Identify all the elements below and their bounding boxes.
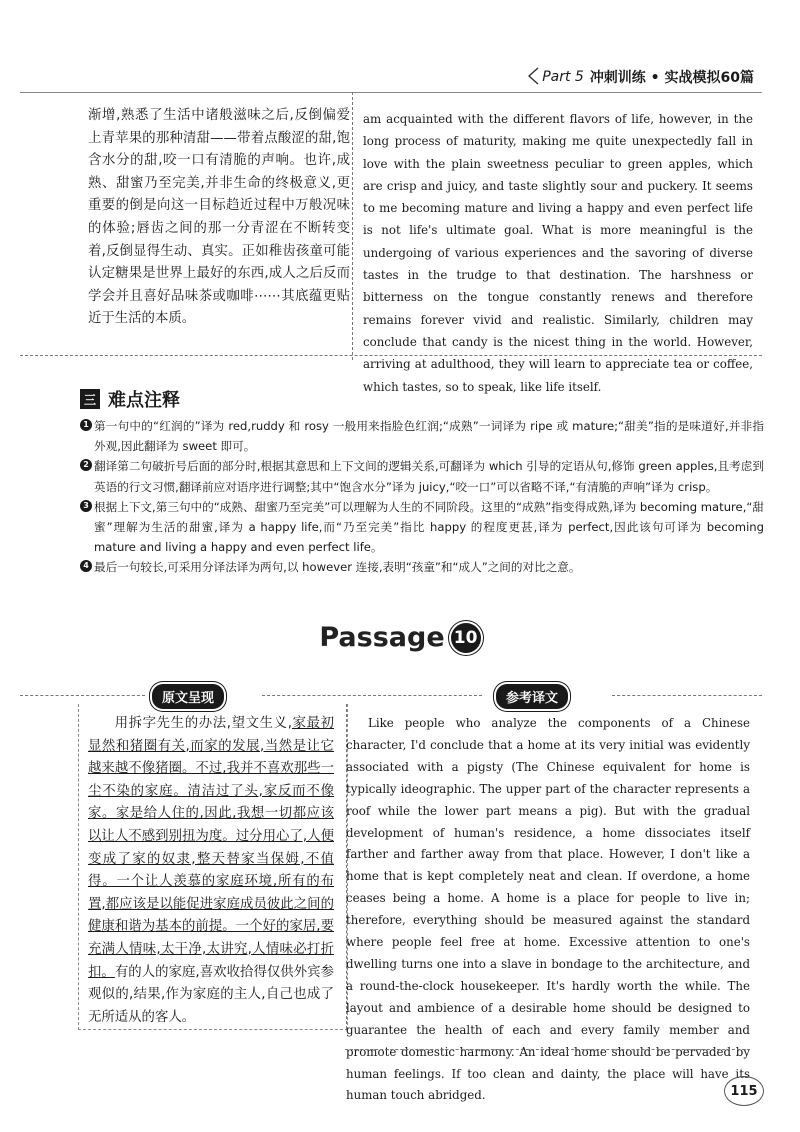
- header-part: Part 5: [542, 69, 584, 85]
- note-text: 最后一句较长,可采用分译法译为两句,以 however 连接,表明“孩童”和“成人”之间的对比之意。: [94, 560, 581, 575]
- underlined-text: 家最初显然和猪圈有关,而家的发展,当然是让它越来越不像猪圈。不过,我并不喜欢那些一尘不染的家庭。清洁过了头,家反而不像家。家是给人住的,因此,我想一切都应该以让人不感到别扭为度。过分用心了,人便变成了家的奴隶,整天替家当保姆,不值得。一个让人羡慕的家庭环境,所有的布置,都应该是以能促进家庭成员彼此之间的健康和谐为基本的前提。一个好的家居,要充满人情味,太干净,太讲究,人情味必打折扣。: [88, 716, 334, 980]
- original-chinese-text: [88, 713, 334, 1029]
- chevron-left-icon: [526, 67, 540, 85]
- passage-heading: [0, 622, 800, 653]
- passage-word: Passage: [319, 622, 445, 653]
- note-item: [80, 456, 764, 496]
- header-rule: [20, 92, 762, 93]
- original-text-part: 有的人的家庭,喜欢收拾得仅供外宾参观似的,结果,作为家庭的主人,自己也成了无所适从的客人。: [88, 964, 334, 1025]
- note-text: 根据上下文,第三句中的“成熟、甜蜜乃至完美”可以理解为人生的不同阶段。这里的“成熟”指变得成熟,译为 becoming mature,“甜蜜”理解为生活的甜蜜,译为 a happy life,而“乃至完美”指比 happy 的程度更甚,译为 perfect,因此该句可译为 becoming mature and living a happy and even perfect life。: [94, 499, 764, 555]
- note-item: [80, 497, 764, 558]
- top-chinese-paragraph: 渐增,熟悉了生活中诸般滋味之后,反倒偏爱上青苹果的那种清甜——带着点酸涩的甜,饱含水分的甜,咬一口有清脆的声响。也许,成熟、甜蜜乃至完美,并非生命的终极意义,更重要的倒是向这一目标趋近过程中万般况味的体验;唇齿之间的那一分青涩在不断转变着,反倒显得生动、真实。正如稚齿孩童可能认定糖果是世界上最好的东西,成人之后反而学会并且喜好品味茶或咖啡⋯⋯其底蕴更贴近于生活的本质。: [88, 108, 350, 327]
- note-text: 第一句中的“红润的”译为 red,ruddy 和 rosy 一般用来指脸色红润;“成熟”一词译为 ripe 或 mature;“甜美”指的是味道好,并非指外观,因此翻译为 sweet 即可。: [94, 419, 764, 454]
- note-number-icon: 4: [80, 560, 92, 572]
- running-header: [526, 64, 760, 90]
- original-label: 原文呈现: [152, 684, 224, 709]
- notes-list: [80, 416, 764, 578]
- list-icon: 三: [80, 389, 100, 409]
- section-rule: [262, 695, 482, 696]
- page-number: 115: [724, 1076, 764, 1106]
- header-tab: [526, 65, 760, 89]
- original-text-part: 用拆字先生的办法,望文生义,: [114, 716, 292, 731]
- section-divider: [345, 1049, 750, 1050]
- translation-paragraph: Like people who analyze the components of a Chinese character, I'd conclude that a home at its very initial was evidently associated with a pigsty (The Chinese equivalent for home is typically ideographic. The upper part of the character represents a roof while the lower part means a pig). But with the gradual development of human's residence, a home dissociates itself farther and farther away from that place. However, I don't like a home that is kept completely neat and clean. If overdone, a home ceases being a home. A home is a place for people to live in; therefore, everything should be measured against the standard where people feel free at home. Excessive attention to one's dwelling turns one into a slave in bondage to the architecture, and a round-the-clock housekeeper. It's hardly worth the while. The layout and ambience of a desirable home should be designed to guarantee the health of each and every family member and promote domestic harmony. An ideal home should be pervaded by human feelings. If too clean and dainty, the place will have its human touch abridged.: [346, 716, 750, 1103]
- header-title: 冲刺训练 • 实战模拟60篇: [589, 70, 754, 86]
- passage-number-badge: 10: [451, 623, 481, 653]
- translation-label: 参考译文: [496, 684, 568, 709]
- notes-title: 难点注释: [108, 390, 180, 411]
- column-divider: [352, 92, 353, 360]
- section-divider: [20, 355, 762, 356]
- note-item: [80, 416, 764, 456]
- section-rule: [612, 695, 762, 696]
- note-number-icon: 3: [80, 500, 92, 512]
- note-text: 翻译第二句破折号后面的部分时,根据其意思和上下文间的逻辑关系,可翻译为 which 引导的定语从句,修饰 green apples,且考虑到英语的行文习惯,翻译前应对语序进行调整;其中“饱含水分”译为 juicy,“咬一口”可以省略不译,“有清脆的声响”译为 crisp。: [94, 459, 764, 494]
- section-rule: [20, 695, 145, 696]
- note-number-icon: 1: [80, 419, 92, 431]
- top-chinese-text: [88, 105, 350, 331]
- notes-heading: [80, 386, 180, 412]
- top-english-text: am acquainted with the different flavors of life, however, in the long process of maturity, making me quite unexpectedly fall in love with the plain sweetness peculiar to green apples, which are crisp and juicy, and taste slightly sour and puckery. It seems to me becoming mature and living a happy and even perfect life is not life's ultimate goal. What is more meaningful is the undergoing of various experiences and the savoring of diverse tastes in the trudge to that destination. The harshness or bitterness on the tongue constantly renews and therefore remains forever vivid and realistic. Similarly, children may conclude that candy is the nicest thing in the world. However, arriving at adulthood, they will learn to appreciate tea or coffee, which tastes, so to speak, like life itself.: [363, 112, 753, 394]
- note-item: [80, 557, 764, 577]
- note-number-icon: 2: [80, 459, 92, 471]
